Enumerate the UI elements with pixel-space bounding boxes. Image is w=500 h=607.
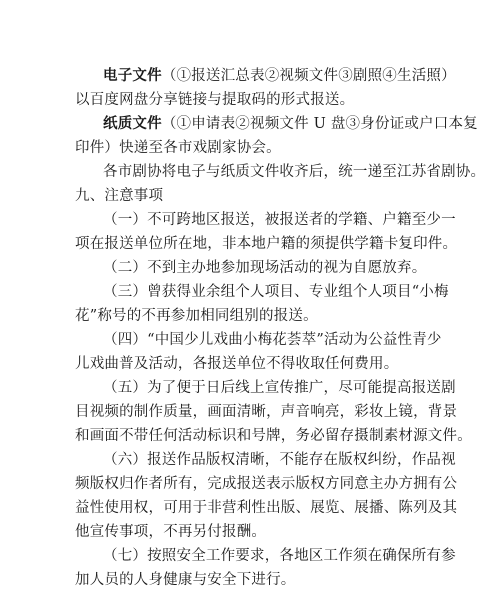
note-4-line-2: 儿戏曲普及活动，各报送单位不得收取任何费用。 (75, 356, 399, 372)
electronic-files-line (103, 66, 456, 86)
note-5-line-1: （五）为了便于日后线上宣传推广，尽可能提高报送剧 (103, 380, 456, 396)
note-5-line-2: 目视频的制作质量，画面清晰，声音响亮，彩妆上镜，背景 (75, 404, 458, 420)
note-5-line-3: 和画面不带任何活动标识和号牌，务必留存摄制素材源文件。 (75, 428, 472, 444)
note-7-line-2: 加人员的人身健康与安全下进行。 (75, 572, 296, 588)
note-6-line-2: 频版权归作者所有，完成报送表示版权方同意主办方拥有公 (75, 476, 458, 492)
note-1-line-2: 项在报送单位所在地，非本地户籍的须提供学籍卡复印件。 (75, 236, 458, 252)
note-2-line-1: （二）不到主办地参加现场活动的视为自愿放弃。 (103, 260, 427, 276)
note-4-line-1: （四）“中国少儿戏曲小梅花荟萃”活动为公益性青少 (103, 332, 442, 348)
note-7-line-1: （七）按照安全工作要求，各地区工作须在确保所有参 (103, 548, 456, 564)
paper-files-label: 纸质文件 (103, 115, 162, 132)
note-6-line-4: 他宣传事项，不再另付报酬。 (75, 524, 267, 540)
paper-files-items: （①申请表②视频文件 U 盘③身份证或户口本复 (161, 116, 478, 132)
paper-files-continuation: 印件）快递至各市戏剧家协会。 (75, 140, 281, 156)
note-6-line-1: （六）报送作品版权清晰，不能存在版权纠纷，作品视 (103, 452, 456, 468)
electronic-files-continuation: 以百度网盘分享链接与提取码的形式报送。 (75, 92, 355, 108)
cities-paragraph: 各市剧协将电子与纸质文件收齐后，统一递至江苏省剧协。 (103, 164, 486, 180)
note-3-line-1: （三）曾获得业余组个人项目、专业组个人项目“小梅 (103, 284, 449, 300)
note-3-line-2: 花”称号的不再参加相同组别的报送。 (75, 308, 318, 324)
note-1-line-1: （一）不可跨地区报送，被报送者的学籍、户籍至少一 (103, 212, 456, 228)
electronic-files-label: 电子文件 (103, 67, 162, 84)
section-title: 九、注意事项 (75, 188, 164, 204)
paper-files-line (103, 114, 478, 134)
note-6-line-3: 益性使用权，可用于非营利性出版、展览、展播、陈列及其 (75, 500, 458, 516)
electronic-files-items: （①报送汇总表②视频文件③剧照④生活照） (161, 68, 456, 84)
